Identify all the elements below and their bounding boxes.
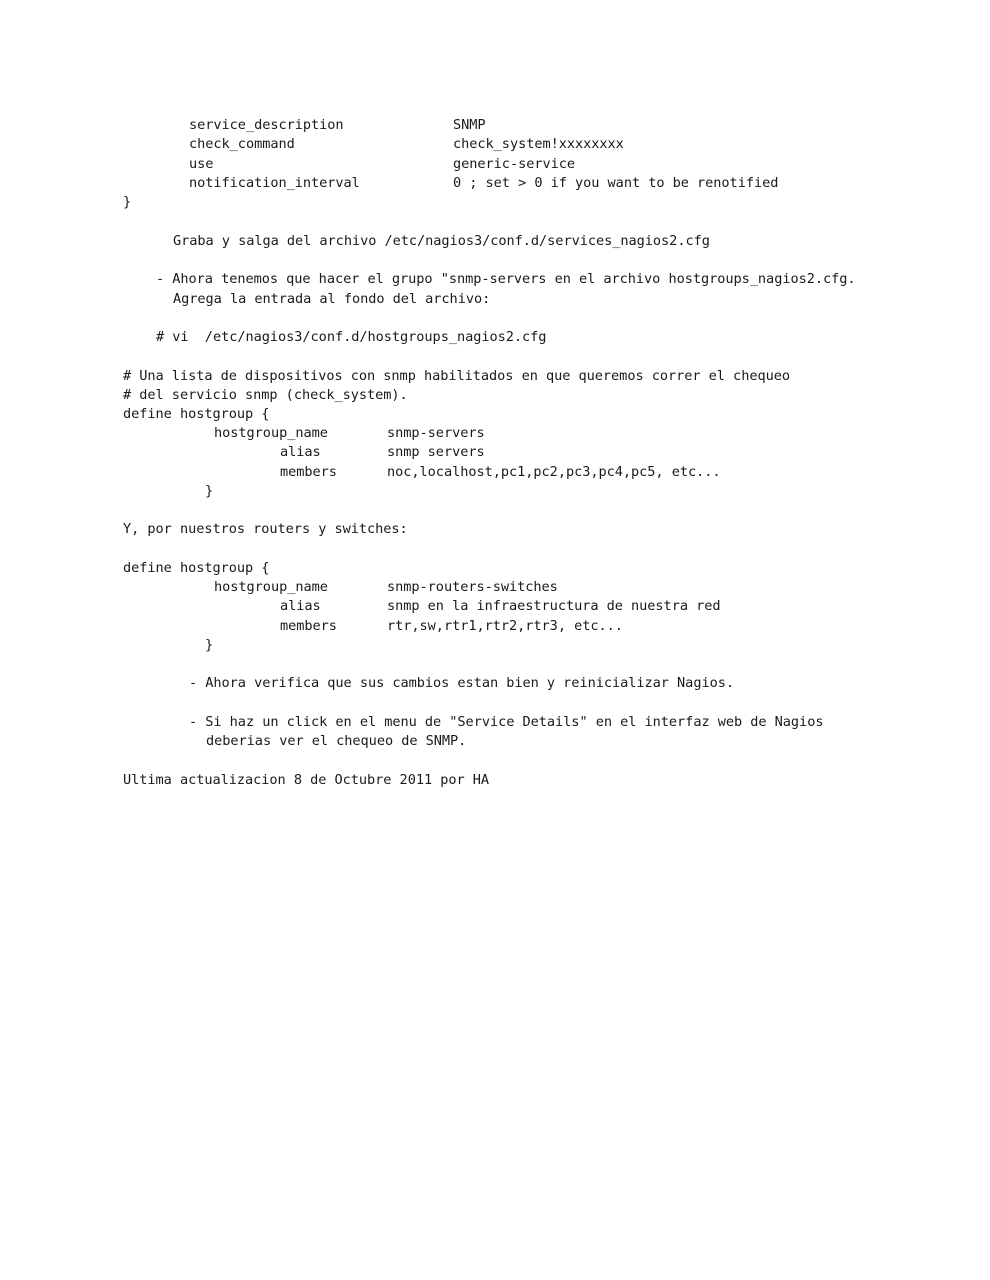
hostgroup-value: snmp en la infraestructura de nuestra red — [387, 598, 721, 614]
hostgroup-key: members — [280, 618, 337, 634]
hostgroup-value: snmp servers — [387, 444, 485, 460]
last-updated-footer: Ultima actualizacion 8 de Octubre 2011 por HA — [123, 772, 490, 788]
step-details-line2: deberias ver el chequeo de SNMP. — [206, 733, 467, 749]
service-value: check_system!xxxxxxxx — [453, 136, 624, 152]
closing-brace: } — [123, 194, 132, 210]
comment-line2: # del servicio snmp (check_system). — [123, 387, 408, 403]
hostgroup-key: hostgroup_name — [214, 425, 328, 441]
step-details-line1: - Si haz un click en el menu de "Service Details" en el interfaz web de Nagios — [189, 714, 824, 730]
hostgroup-key: alias — [280, 598, 321, 614]
hostgroup-value: snmp-routers-switches — [387, 579, 558, 595]
service-key: check_command — [189, 136, 295, 152]
hostgroup-value: noc,localhost,pc1,pc2,pc3,pc4,pc5, etc... — [387, 464, 721, 480]
hostgroup-key: hostgroup_name — [214, 579, 328, 595]
define-hostgroup-close: } — [205, 483, 214, 499]
hostgroup-value: rtr,sw,rtr1,rtr2,rtr3, etc... — [387, 618, 623, 634]
step-hostgroup-line1: - Ahora tenemos que hacer el grupo "snmp-servers en el archivo hostgroups_nagios2.cfg. — [156, 271, 856, 287]
service-key: service_description — [189, 117, 344, 133]
service-key: use — [189, 156, 214, 172]
define-hostgroup-open: define hostgroup { — [123, 560, 270, 576]
hostgroup-value: snmp-servers — [387, 425, 485, 441]
service-value: SNMP — [453, 117, 486, 133]
service-value: generic-service — [453, 156, 576, 172]
comment-line1: # Una lista de dispositivos con snmp habilitados en que queremos correr el chequeo — [123, 368, 790, 384]
define-hostgroup-close: } — [205, 637, 214, 653]
routers-intro: Y, por nuestros routers y switches: — [123, 521, 408, 537]
step-verify: - Ahora verifica que sus cambios estan bien y reinicializar Nagios. — [189, 675, 734, 691]
hostgroup-key: alias — [280, 444, 321, 460]
save-note: Graba y salga del archivo /etc/nagios3/conf.d/services_nagios2.cfg — [173, 233, 710, 249]
define-hostgroup-open: define hostgroup { — [123, 406, 270, 422]
service-key: notification_interval — [189, 175, 360, 191]
vi-command: # vi /etc/nagios3/conf.d/hostgroups_nagios2.cfg — [156, 329, 547, 345]
service-value: 0 ; set > 0 if you want to be renotified — [453, 175, 779, 191]
hostgroup-key: members — [280, 464, 337, 480]
step-hostgroup-line2: Agrega la entrada al fondo del archivo: — [173, 291, 491, 307]
